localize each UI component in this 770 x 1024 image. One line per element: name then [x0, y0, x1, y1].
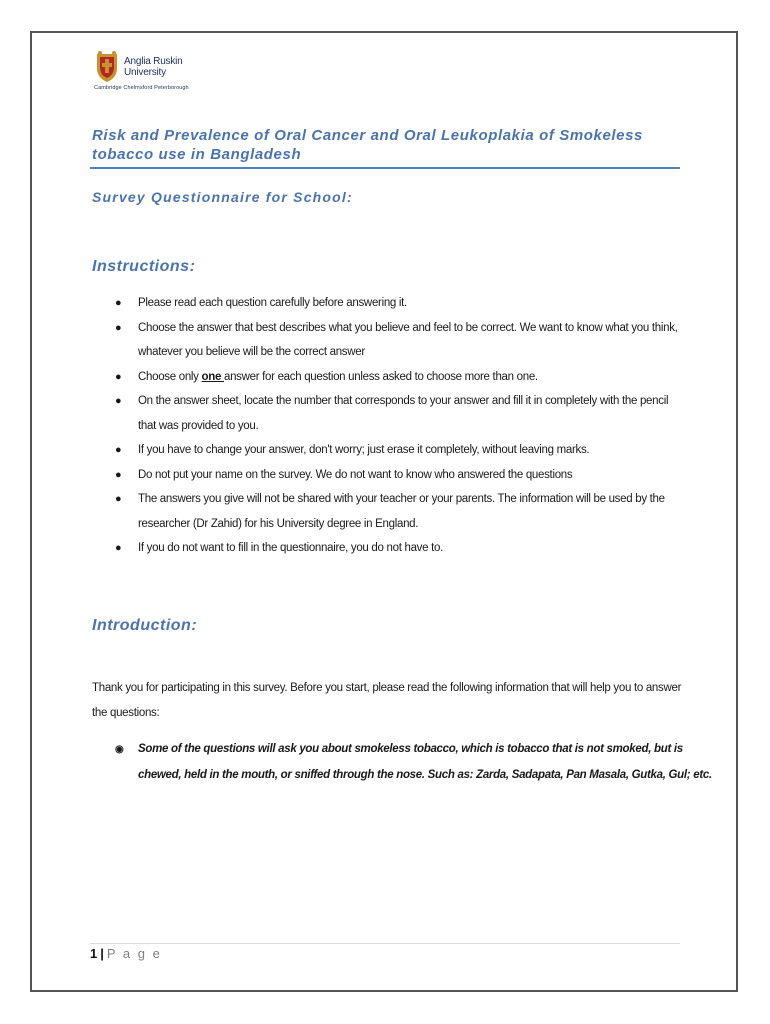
bullet-icon: ● — [115, 444, 122, 456]
instruction-item — [115, 291, 685, 316]
footer-separator: | — [100, 946, 104, 961]
bullet-icon: ● — [115, 321, 122, 334]
bullet-icon: ● — [115, 297, 122, 309]
bullet-icon: ● — [115, 395, 122, 407]
introduction-paragraph: Thank you for participating in this survey. Before you start, please read the following information that will help you to answer the questions: — [92, 682, 682, 719]
document-title: Risk and Prevalence of Oral Cancer and Oral Leukoplakia of Smokeless tobacco use in Bangladesh — [92, 127, 644, 163]
instruction-text: Do not put your name on the survey. We do not want to know who answered the questions — [138, 468, 573, 481]
bullet-icon: ● — [115, 542, 122, 554]
instruction-item — [115, 365, 685, 390]
instruction-text: On the answer sheet, locate the number that corresponds to your answer and fill it in completely with the pencil that was provided to you. — [138, 395, 669, 432]
instruction-emphasis: one — [201, 370, 224, 383]
instruction-item — [115, 389, 685, 438]
footer-divider — [90, 943, 680, 944]
note-text: Some of the questions will ask you about smokeless tobacco, which is tobacco that is not smoked, but is chewed, held in the mouth, or sniffed through the nose. Such as: Zarda, Sadapata, Pan Masala, Gutka, Gul; etc. — [138, 743, 712, 781]
instruction-text: Choose the answer that best describes what you believe and feel to be correct. We want to know what you think, whatever you believe will be the correct answer — [138, 321, 678, 358]
instruction-item — [115, 463, 685, 488]
instruction-text: Please read each question carefully before answering it. — [138, 297, 407, 309]
instruction-text: If you do not want to fill in the questionnaire, you do not have to. — [138, 542, 444, 554]
instruction-text-after: answer for each question unless asked to choose more than one. — [223, 370, 538, 383]
page-number: 1 — [90, 946, 98, 961]
instruction-text-before: Choose only — [138, 370, 202, 383]
smokeless-tobacco-note — [115, 736, 713, 788]
instructions-heading: Instructions: — [92, 258, 196, 275]
instruction-item — [115, 487, 685, 536]
page-label: P a g e — [106, 946, 162, 961]
university-name-line1: Anglia Ruskin — [124, 56, 183, 67]
university-name — [124, 56, 183, 78]
bullet-icon: ● — [115, 370, 122, 383]
introduction-heading: Introduction: — [92, 617, 198, 634]
instruction-item — [115, 536, 685, 561]
page-footer — [90, 946, 162, 961]
instruction-item — [115, 316, 685, 365]
instructions-list — [115, 291, 685, 561]
title-divider — [90, 167, 680, 169]
bullet-icon: ● — [115, 468, 122, 481]
university-name-line2: University — [124, 67, 166, 78]
instruction-text: If you have to change your answer, don't worry; just erase it completely, without leaving marks. — [138, 444, 590, 456]
document-subtitle: Survey Questionnaire for School: — [92, 189, 353, 205]
instruction-text: The answers you give will not be shared with your teacher or your parents. The information will be used by the researcher (Dr Zahid) for his University degree in England. — [138, 493, 665, 530]
bullet-icon: ● — [115, 493, 122, 505]
document-page — [30, 31, 738, 992]
university-logo — [94, 50, 214, 92]
crest-icon — [94, 50, 120, 84]
instruction-item — [115, 438, 685, 463]
university-tagline: Cambridge Chelmsford Peterborough — [94, 85, 189, 91]
bullet-icon: ◉ — [115, 744, 124, 755]
